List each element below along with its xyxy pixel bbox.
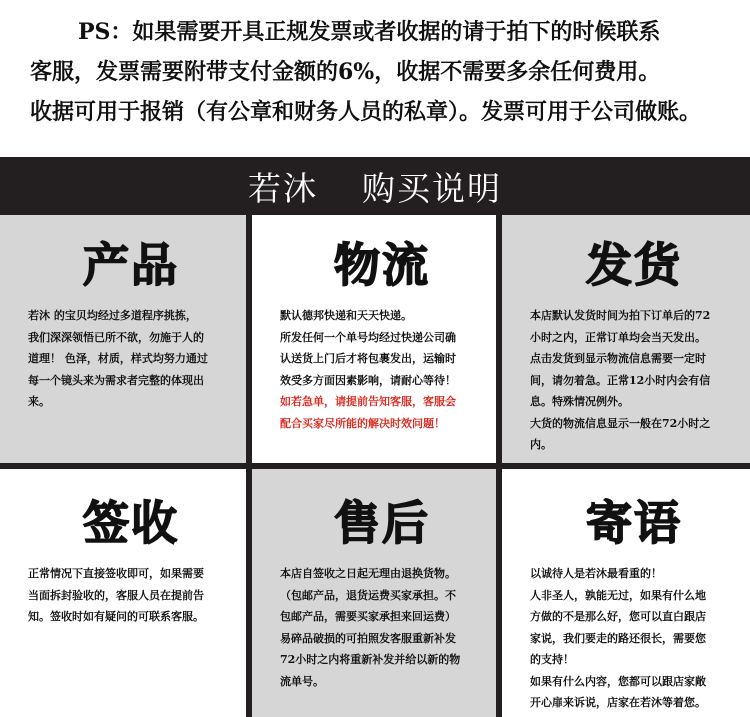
message-line: 家说，我们要走的路还很长，需要您 bbox=[530, 631, 706, 645]
notice-line-3: 收据可用于报销（有公章和财务人员的私章）。发票可用于公司做账。 bbox=[30, 99, 702, 125]
banner-title: 购买说明 bbox=[362, 168, 502, 208]
section-receipt bbox=[0, 469, 246, 717]
logistics-line: 默认德邦快递和天天快递。 bbox=[280, 309, 412, 322]
instructions-grid bbox=[0, 215, 750, 717]
logistics-urgent-line: 配合买家尽所能的解决时效问题！ bbox=[280, 416, 445, 430]
message-line: 的支持！ bbox=[530, 653, 574, 666]
logistics-line: 所发任何一个单号均经过快递公司确 bbox=[280, 330, 456, 344]
shipping-line: 息。特殊情况例外。 bbox=[530, 395, 629, 408]
message-line: 人非圣人，孰能无过，如果有什么地 bbox=[530, 588, 706, 602]
section-logistics bbox=[252, 215, 496, 463]
message-line: 以诚待人是若沐最看重的！ bbox=[530, 567, 662, 580]
aftersales-line: 易碎品破损的可拍照发客服重新补发 bbox=[280, 631, 456, 645]
section-logistics-title: 物流 bbox=[334, 238, 430, 292]
section-shipping-body bbox=[530, 305, 738, 456]
receipt-line: 正常情况下直接签收即可，如果需要 bbox=[28, 567, 204, 580]
aftersales-line: 流单号。 bbox=[280, 674, 324, 688]
banner-brand: 若沐 bbox=[248, 168, 318, 208]
section-product-title: 产品 bbox=[83, 238, 179, 292]
section-product bbox=[0, 215, 246, 463]
shipping-line: 点击发货到显示物流信息需要一定时 bbox=[530, 352, 706, 365]
product-line: 我们深深领悟已所不欲，勿施于人的 bbox=[28, 330, 204, 344]
receipt-line: 知。签收时如有疑问的可联系客服。 bbox=[28, 610, 204, 623]
section-message-body bbox=[530, 563, 738, 714]
aftersales-line: （包邮产品，退货运费买家承担。不 bbox=[280, 588, 456, 602]
aftersales-line: 本店自签收之日起无理由退换货物。 bbox=[280, 567, 456, 580]
notice-line-2: 客服，发票需要附带支付金额的6%，收据不需要多余任何费用。 bbox=[30, 59, 661, 85]
logistics-urgent-line: 如若急单，请提前告知客服，客服会 bbox=[280, 395, 456, 408]
product-line: 道理！ 色泽，材质，样式均努力通过 bbox=[28, 352, 208, 365]
aftersales-line: 包邮产品，需要买家承担来回运费） bbox=[280, 610, 456, 623]
message-line: 如果有什么内容，您都可以跟店家敞 bbox=[530, 674, 706, 688]
shipping-line: 本店默认发货时间为拍下订单后的72 bbox=[530, 309, 711, 322]
receipt-line: 当面拆封验收的，客服人员在提前告 bbox=[28, 588, 204, 602]
section-message-title: 寄语 bbox=[586, 496, 682, 550]
section-message bbox=[502, 469, 750, 717]
shipping-line: 间，请勿着急。正常12小时内会有信 bbox=[530, 373, 711, 387]
section-shipping-title: 发货 bbox=[586, 238, 682, 292]
logistics-line: 认送货上门后才将包裹发出，运输时 bbox=[280, 352, 456, 365]
section-receipt-body bbox=[28, 563, 234, 628]
section-aftersales-body bbox=[280, 563, 484, 692]
section-aftersales-title: 售后 bbox=[334, 496, 430, 550]
message-line: 方做的不是那么好，您可以直白跟店 bbox=[530, 610, 706, 623]
product-line: 若沐 的宝贝均经过多道程序挑拣， bbox=[28, 309, 197, 322]
section-product-body bbox=[28, 305, 234, 413]
shipping-line: 大货的物流信息显示一般在72小时之 bbox=[530, 416, 711, 430]
product-line: 每一个镜头来为需求者完整的体现出 bbox=[28, 373, 204, 387]
section-logistics-body bbox=[280, 305, 484, 434]
purchase-instructions-banner bbox=[0, 157, 750, 215]
shipping-line: 内。 bbox=[530, 438, 552, 451]
product-line: 来。 bbox=[28, 395, 50, 408]
notice-line-1: PS：如果需要开具正规发票或者收据的请于拍下的时候联系 bbox=[78, 19, 661, 45]
invoice-notice bbox=[0, 0, 750, 150]
logistics-line: 效受多方面因素影响，请耐心等待！ bbox=[280, 373, 456, 387]
section-shipping bbox=[502, 215, 750, 463]
shipping-line: 小时之内，正常订单均会当天发出。 bbox=[530, 330, 706, 344]
section-aftersales bbox=[252, 469, 496, 717]
message-line: 开心扉来诉说，店家在若沐等着您。 bbox=[530, 696, 706, 709]
aftersales-line: 72小时之内将重新补发并给以新的物 bbox=[280, 653, 461, 666]
section-receipt-title: 签收 bbox=[83, 496, 179, 550]
